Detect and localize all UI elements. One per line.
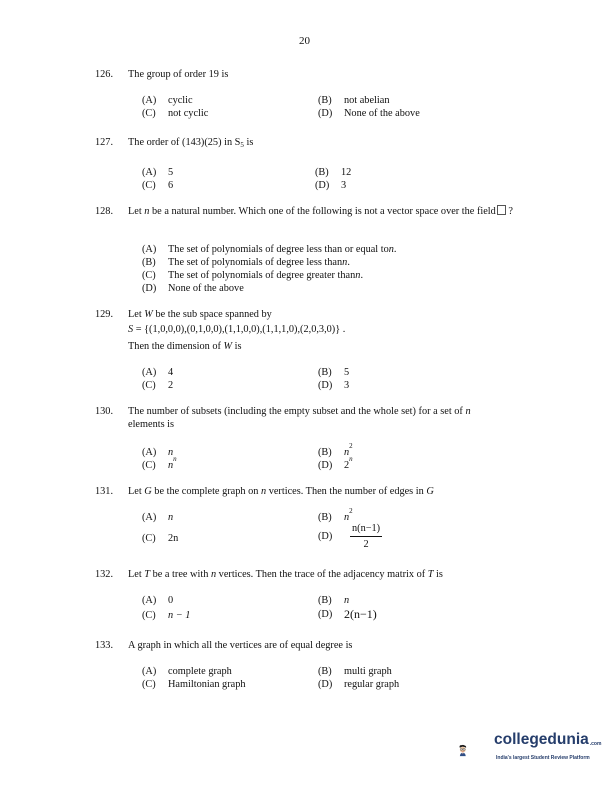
missing-glyph-icon	[497, 205, 506, 215]
question-number: 126.	[95, 69, 114, 80]
question-number: 128.	[95, 206, 114, 217]
question-text-cont: Then the dimension of W is	[128, 341, 242, 352]
option-d: (D) $\frac{n(n-1)}{2}$	[318, 523, 381, 550]
option-c: (C) 2n	[142, 533, 179, 544]
option-a: (A) 0	[142, 595, 174, 606]
question-text: Let n be a natural number. Which one of the following is not a vector space over the field ?	[128, 206, 513, 217]
option-d: (D) 3	[318, 380, 350, 391]
option-a: (A) n	[142, 512, 174, 523]
option-c: (C) n − 1	[142, 610, 191, 621]
question-number: 130.	[95, 406, 114, 417]
option-b: (B) multi graph	[318, 666, 392, 677]
spanning-set: S = {(1,0,0,0),(0,1,0,0),(1,1,0,0),(1,1,1,0),(2,0,3,0)} .	[128, 324, 346, 335]
option-a: (A) complete graph	[142, 666, 232, 677]
question-number: 133.	[95, 640, 114, 651]
question-text: Let W be the sub space spanned by	[128, 309, 272, 320]
question-number: 131.	[95, 486, 114, 497]
question-number: 127.	[95, 137, 114, 148]
option-c: (C) 2	[142, 380, 174, 391]
brand-name: collegedunia.com	[494, 731, 602, 748]
option-a: (A) 4	[142, 367, 174, 378]
option-a: (A) The set of polynomials of degree less than or equal to n .	[142, 244, 397, 255]
question-text: Let G be the complete graph on n vertices. Then the number of edges in G	[128, 486, 434, 497]
question-text-cont: elements is	[128, 419, 175, 430]
brand-tagline: India's largest Student Review Platform	[496, 755, 590, 761]
question-number: 129.	[95, 309, 114, 320]
option-b: (B) n 2	[318, 442, 353, 458]
fraction: $\frac{n(n-1)}{2}$	[352, 523, 381, 550]
question-text: A graph in which all the vertices are of equal degree is	[128, 640, 353, 651]
question-text: The group of order 19 is	[128, 69, 229, 80]
option-c: (C) 6	[142, 180, 174, 191]
option-a: (A) n	[142, 447, 174, 458]
question-text: The number of subsets (including the empty subset and the whole set) for a set of n	[128, 406, 471, 417]
option-b: (B) The set of polynomials of degree less than n .	[142, 257, 350, 268]
question-text: The order of (143)(25) in $S_5$ is	[128, 137, 254, 149]
option-b: (B) 12	[315, 167, 352, 178]
option-c: (C) Hamiltonian graph	[142, 679, 246, 690]
question-text: Let T be a tree with n vertices. Then the trace of the adjacency matrix of T is	[128, 569, 443, 580]
option-a: (A) 5	[142, 167, 174, 178]
option-d: (D) None of the above	[142, 283, 244, 294]
option-c: (C) not cyclic	[142, 108, 209, 119]
option-b: (B) not abelian	[318, 95, 390, 106]
option-d: (D) 2 n	[318, 455, 353, 471]
option-d: (D) None of the above	[318, 108, 420, 119]
option-b: (B) n	[318, 595, 350, 606]
page-number: 20	[299, 35, 310, 47]
option-d: (D) regular graph	[318, 679, 400, 690]
option-c: (C) The set of polynomials of degree greater than n .	[142, 270, 364, 281]
option-c: (C) n n	[142, 455, 177, 471]
option-b: (B) n 2	[318, 507, 353, 523]
question-number: 132.	[95, 569, 114, 580]
option-b: (B) 5	[318, 367, 350, 378]
option-d: (D) 2(n−1)	[318, 607, 377, 621]
option-d: (D) 3	[315, 180, 347, 191]
mascot-logo-icon	[458, 728, 498, 774]
option-a: (A) cyclic	[142, 95, 193, 106]
